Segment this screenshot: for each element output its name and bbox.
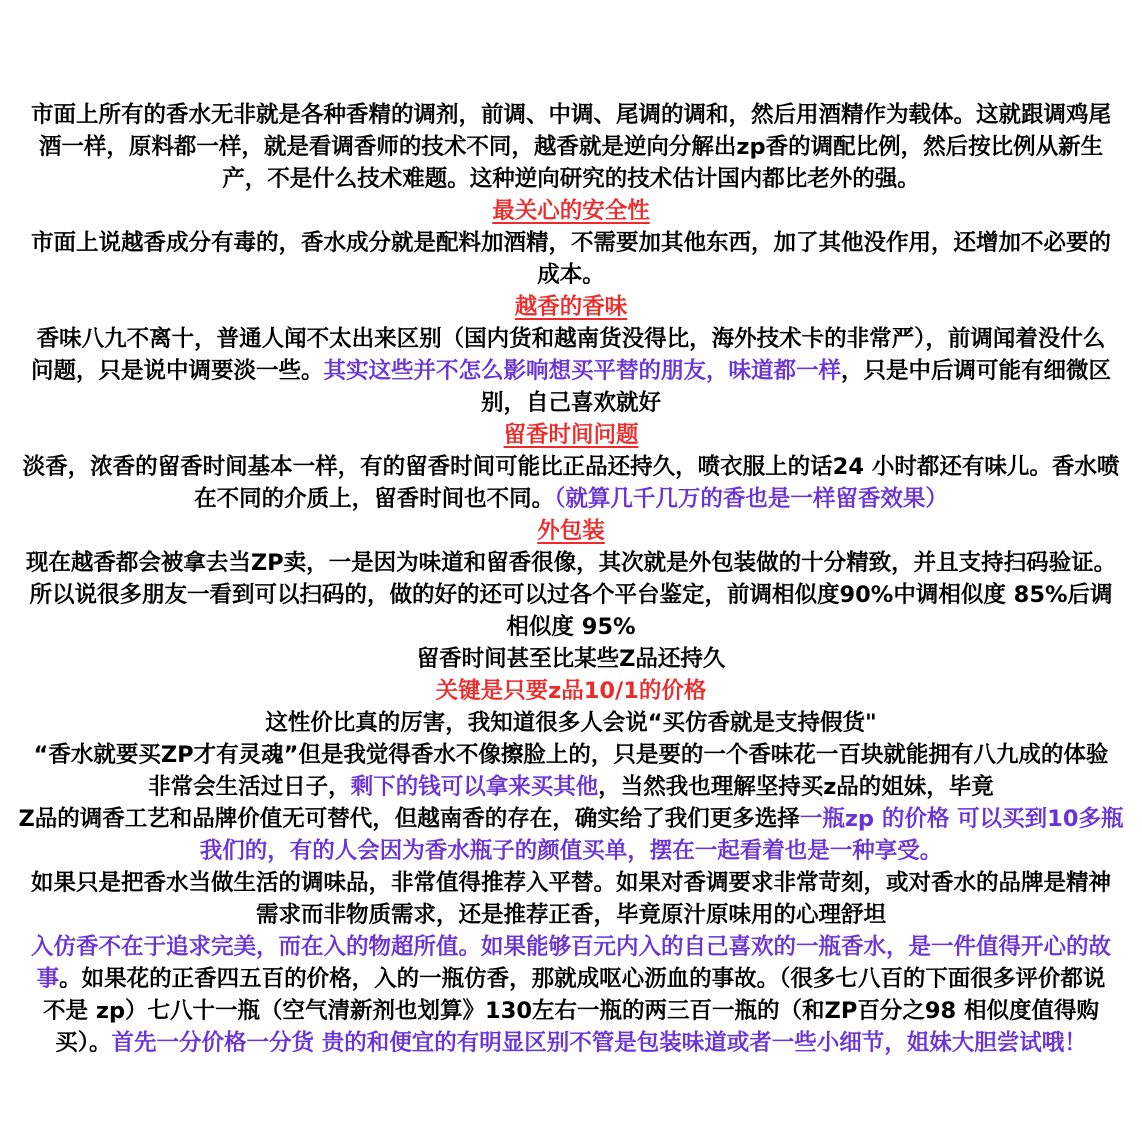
body-text: 成本。 xyxy=(537,262,605,288)
text-line xyxy=(0,99,1142,131)
text-line xyxy=(0,707,1142,739)
body-text: 酒一样，原料都一样，就是看调香师的技术不同，越香就是逆向分解出zp香的调配比例，然后按比例从新生 xyxy=(38,134,1104,160)
section-heading xyxy=(0,419,1142,451)
body-text: 市面上所有的香水无非就是各种香精的调剂，前调、中调、尾调的调和，然后用酒精作为载体。这就跟调鸡尾 xyxy=(30,102,1111,128)
body-text: 留香时间甚至比某些Z品还持久 xyxy=(416,646,726,672)
body-text: 如果只是把香水当做生活的调味品，非常值得推荐入平替。如果对香调要求非常苛刻，或对香水的品牌是精神 xyxy=(30,870,1111,896)
body-text: 这性价比真的厉害，我知道很多人会说“买仿香就是支持假货" xyxy=(265,710,877,736)
body-text: 别，自己喜欢就好 xyxy=(480,390,661,416)
body-text: 香味八九不离十，普通人闻不太出来区别（国内货和越南货没得比，海外技术卡的非常严），前调闻着没什么 xyxy=(36,326,1106,352)
body-text: 。如果花的正香四五百的价格，入的一瓶仿香，那就成呕心沥血的事故。（很多七八百的下面很多评价都说 xyxy=(59,966,1106,992)
body-text: 产，不是什么技术难题。这种逆向研究的技术估计国内都比老外的强。 xyxy=(222,166,920,192)
body-text: 非常会生活过日子， xyxy=(148,774,351,800)
text-line xyxy=(0,739,1142,771)
text-line xyxy=(0,835,1142,867)
body-text: ，只是中后调可能有细微区 xyxy=(841,358,1112,384)
section-heading xyxy=(0,291,1142,323)
text-line xyxy=(0,963,1142,995)
body-text: 买）。 xyxy=(55,1030,112,1056)
body-text: ，当然我也理解坚持买z品的姐妹，毕竟 xyxy=(598,774,994,800)
highlighted-text: 一瓶zp 的价格 可以买到10多瓶 xyxy=(799,806,1124,832)
heading-text: 最关心的安全性 xyxy=(492,198,650,224)
text-line xyxy=(0,803,1142,835)
heading-text: 留香时间问题 xyxy=(503,422,639,448)
text-line xyxy=(0,163,1142,195)
body-text: “香水就要买ZP才有灵魂”但是我觉得香水不像擦脸上的，只是要的一个香味花一百块就能拥有八九成的体验 xyxy=(33,742,1109,768)
text-line xyxy=(0,131,1142,163)
body-text: 现在越香都会被拿去当ZP卖，一是因为味道和留香很像，其次就是外包装做的十分精致，并且支持扫码验证。 xyxy=(25,550,1117,576)
section-heading xyxy=(0,675,1142,707)
text-line xyxy=(0,995,1142,1027)
body-text: 市面上说越香成分有毒的，香水成分就是配料加酒精，不需要加其他东西，加了其他没作用，还增加不必要的 xyxy=(30,230,1111,256)
highlighted-text: 其实这些并不怎么影响想买平替的朋友，味道都一样 xyxy=(323,358,841,384)
text-line xyxy=(0,483,1142,515)
text-line xyxy=(0,611,1142,643)
text-line xyxy=(0,579,1142,611)
section-heading xyxy=(0,195,1142,227)
document-body xyxy=(0,99,1142,1059)
body-text: 需求而非物质需求，还是推荐正香，毕竟原汁原味用的心理舒坦 xyxy=(255,902,886,928)
highlighted-text: 剩下的钱可以拿来买其他 xyxy=(350,774,599,800)
section-heading xyxy=(0,515,1142,547)
body-text: 在不同的介质上，留香时间也不同。 xyxy=(194,486,555,512)
highlighted-text: 首先一分价格一分货 贵的和便宜的有明显区别不管是包装味道或者一些小细节，姐妹大胆尝试哦！ xyxy=(111,1030,1087,1056)
text-line xyxy=(0,771,1142,803)
highlighted-text: 事 xyxy=(36,966,60,992)
text-line xyxy=(0,259,1142,291)
body-text: 相似度 95% xyxy=(506,614,636,640)
body-text: Z品的调香工艺和品牌价值无可替代，但越南香的存在，确实给了我们更多选择 xyxy=(18,806,800,832)
body-text: 所以说很多朋友一看到可以扫码的，做的好的还可以过各个平台鉴定，前调相似度90%中调相似度 85%后调 xyxy=(29,582,1113,608)
text-line xyxy=(0,547,1142,579)
body-text: 问题，只是说中调要淡一些。 xyxy=(30,358,324,384)
text-line xyxy=(0,643,1142,675)
text-line xyxy=(0,387,1142,419)
text-line xyxy=(0,931,1142,963)
heading-text: 外包装 xyxy=(537,518,605,544)
heading-text: 越香的香味 xyxy=(514,294,628,320)
text-line xyxy=(0,899,1142,931)
highlighted-text: 我们的，有的人会因为香水瓶子的颜值买单，摆在一起看着也是一种享受。 xyxy=(199,838,943,864)
body-text: 不是 zp）七八十一瓶（空气清新剂也划算》130左右一瓶的两三百一瓶的（和ZP百分之98 相似度值得购 xyxy=(43,998,1099,1024)
text-line xyxy=(0,867,1142,899)
body-text: 淡香，浓香的留香时间基本一样，有的留香时间可能比正品还持久，喷衣服上的话24 小时都还有味儿。香水喷 xyxy=(22,454,1120,480)
highlighted-text: （就算几千几万的香也是一样留香效果） xyxy=(554,486,948,512)
highlighted-text: 入仿香不在于追求完美，而在入的物超所值。如果能够百元内入的自己喜欢的一瓶香水，是一件值得开心的故 xyxy=(30,934,1111,960)
text-line xyxy=(0,1027,1142,1059)
text-line xyxy=(0,355,1142,387)
text-line xyxy=(0,323,1142,355)
text-line xyxy=(0,227,1142,259)
text-line xyxy=(0,451,1142,483)
heading-text: 关键是只要z品10/1的价格 xyxy=(435,678,707,704)
